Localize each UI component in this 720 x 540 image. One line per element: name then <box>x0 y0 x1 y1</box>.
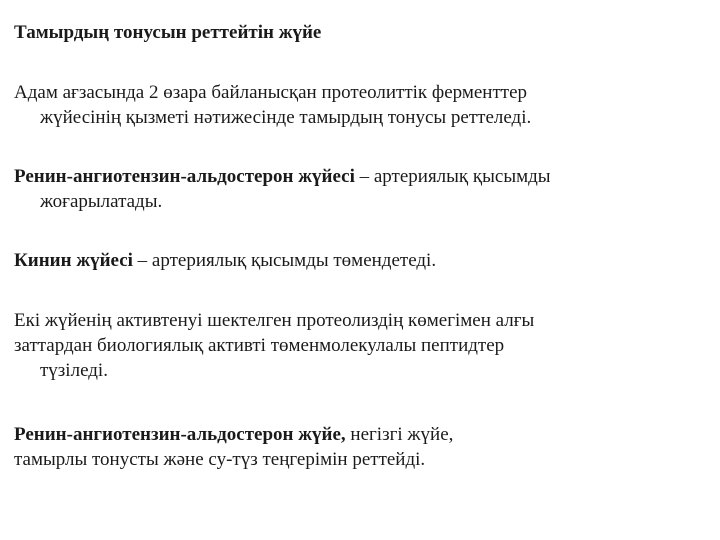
paragraph-line <box>14 248 718 273</box>
paragraph-line: Екі жүйенің активтенуі шектелген протеолиздің көмегімен алғы <box>14 310 535 331</box>
paragraph-raas-main <box>14 422 718 472</box>
paragraph-protease-systems <box>14 80 718 130</box>
term-definition: – артериялық қысымды төмендетеді. <box>132 250 437 271</box>
paragraph-line: жүйесінің қызметі нәтижесінде тамырдың тонусы реттеледі. <box>40 107 532 128</box>
term-raas-main: Ренин-ангиотензин-альдостерон жүйе, <box>14 424 346 445</box>
paragraph-line: тамырлы тонусты және су-түз теңгерімін реттейді. <box>14 449 426 470</box>
term-definition: – артериялық қысымды <box>354 166 551 187</box>
paragraph-line <box>14 422 718 447</box>
paragraph-line: түзіледі. <box>40 360 108 381</box>
paragraph-line: заттардан биологиялық активті төменмолекулалы пептидтер <box>14 335 505 356</box>
term-raas: Ренин-ангиотензин-альдостерон жүйесі <box>14 166 355 187</box>
paragraph-kinin <box>14 248 718 273</box>
term-definition: негізгі жүйе, <box>345 424 454 445</box>
paragraph-line <box>14 164 718 189</box>
paragraph-line: жоғарылатады. <box>40 191 163 212</box>
slide-title: Тамырдың тонусын реттейтін жүйе <box>14 22 322 43</box>
paragraph-activation <box>14 308 718 383</box>
term-kinin: Кинин жүйесі <box>14 250 133 271</box>
paragraph-line: Адам ағзасында 2 өзара байланысқан протеолиттік ферменттер <box>14 82 528 103</box>
paragraph-raas <box>14 164 718 214</box>
